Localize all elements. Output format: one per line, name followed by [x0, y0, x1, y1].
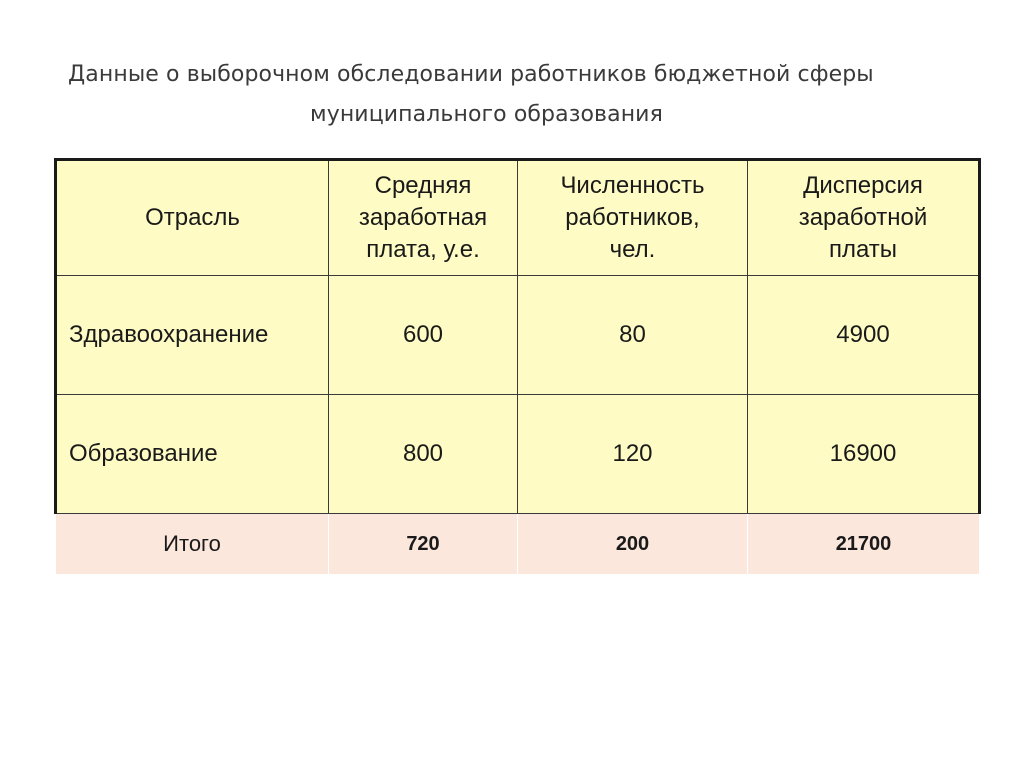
table-row	[56, 276, 980, 395]
table-header-row	[56, 160, 980, 276]
header-workers-line-3: чел.	[609, 236, 656, 263]
header-branch	[56, 160, 329, 276]
header-variance-line-3: платы	[828, 236, 898, 263]
table-row	[56, 395, 980, 514]
row-branch: Здравоохранение	[56, 276, 329, 395]
row-branch: Образование	[56, 395, 329, 514]
table-total-row	[56, 514, 980, 575]
header-variance	[748, 160, 980, 276]
page-title-line-1: Данные о выборочном обследовании работников бюджетной сферы	[68, 62, 874, 87]
header-workers	[518, 160, 748, 276]
row-workers: 120	[518, 395, 748, 514]
total-label: Итого	[56, 514, 329, 575]
total-variance: 21700	[748, 514, 980, 575]
row-variance: 16900	[748, 395, 980, 514]
header-workers-line-2: работников,	[565, 204, 700, 231]
header-salary	[329, 160, 518, 276]
total-salary: 720	[329, 514, 518, 575]
row-variance: 4900	[748, 276, 980, 395]
header-workers-line-1: Численность	[560, 172, 705, 199]
header-branch-label: Отрасль	[145, 204, 240, 231]
page-title-line-2: муниципального образования	[310, 102, 663, 127]
header-salary-line-3: плата, у.е.	[366, 236, 480, 263]
header-salary-line-2: заработная	[358, 204, 488, 231]
header-salary-line-1: Средняя	[374, 172, 472, 199]
total-workers: 200	[518, 514, 748, 575]
row-workers: 80	[518, 276, 748, 395]
header-variance-line-1: Дисперсия	[803, 172, 923, 199]
row-salary: 800	[329, 395, 518, 514]
survey-table	[54, 158, 981, 575]
header-variance-line-2: заработной	[798, 204, 928, 231]
row-salary: 600	[329, 276, 518, 395]
